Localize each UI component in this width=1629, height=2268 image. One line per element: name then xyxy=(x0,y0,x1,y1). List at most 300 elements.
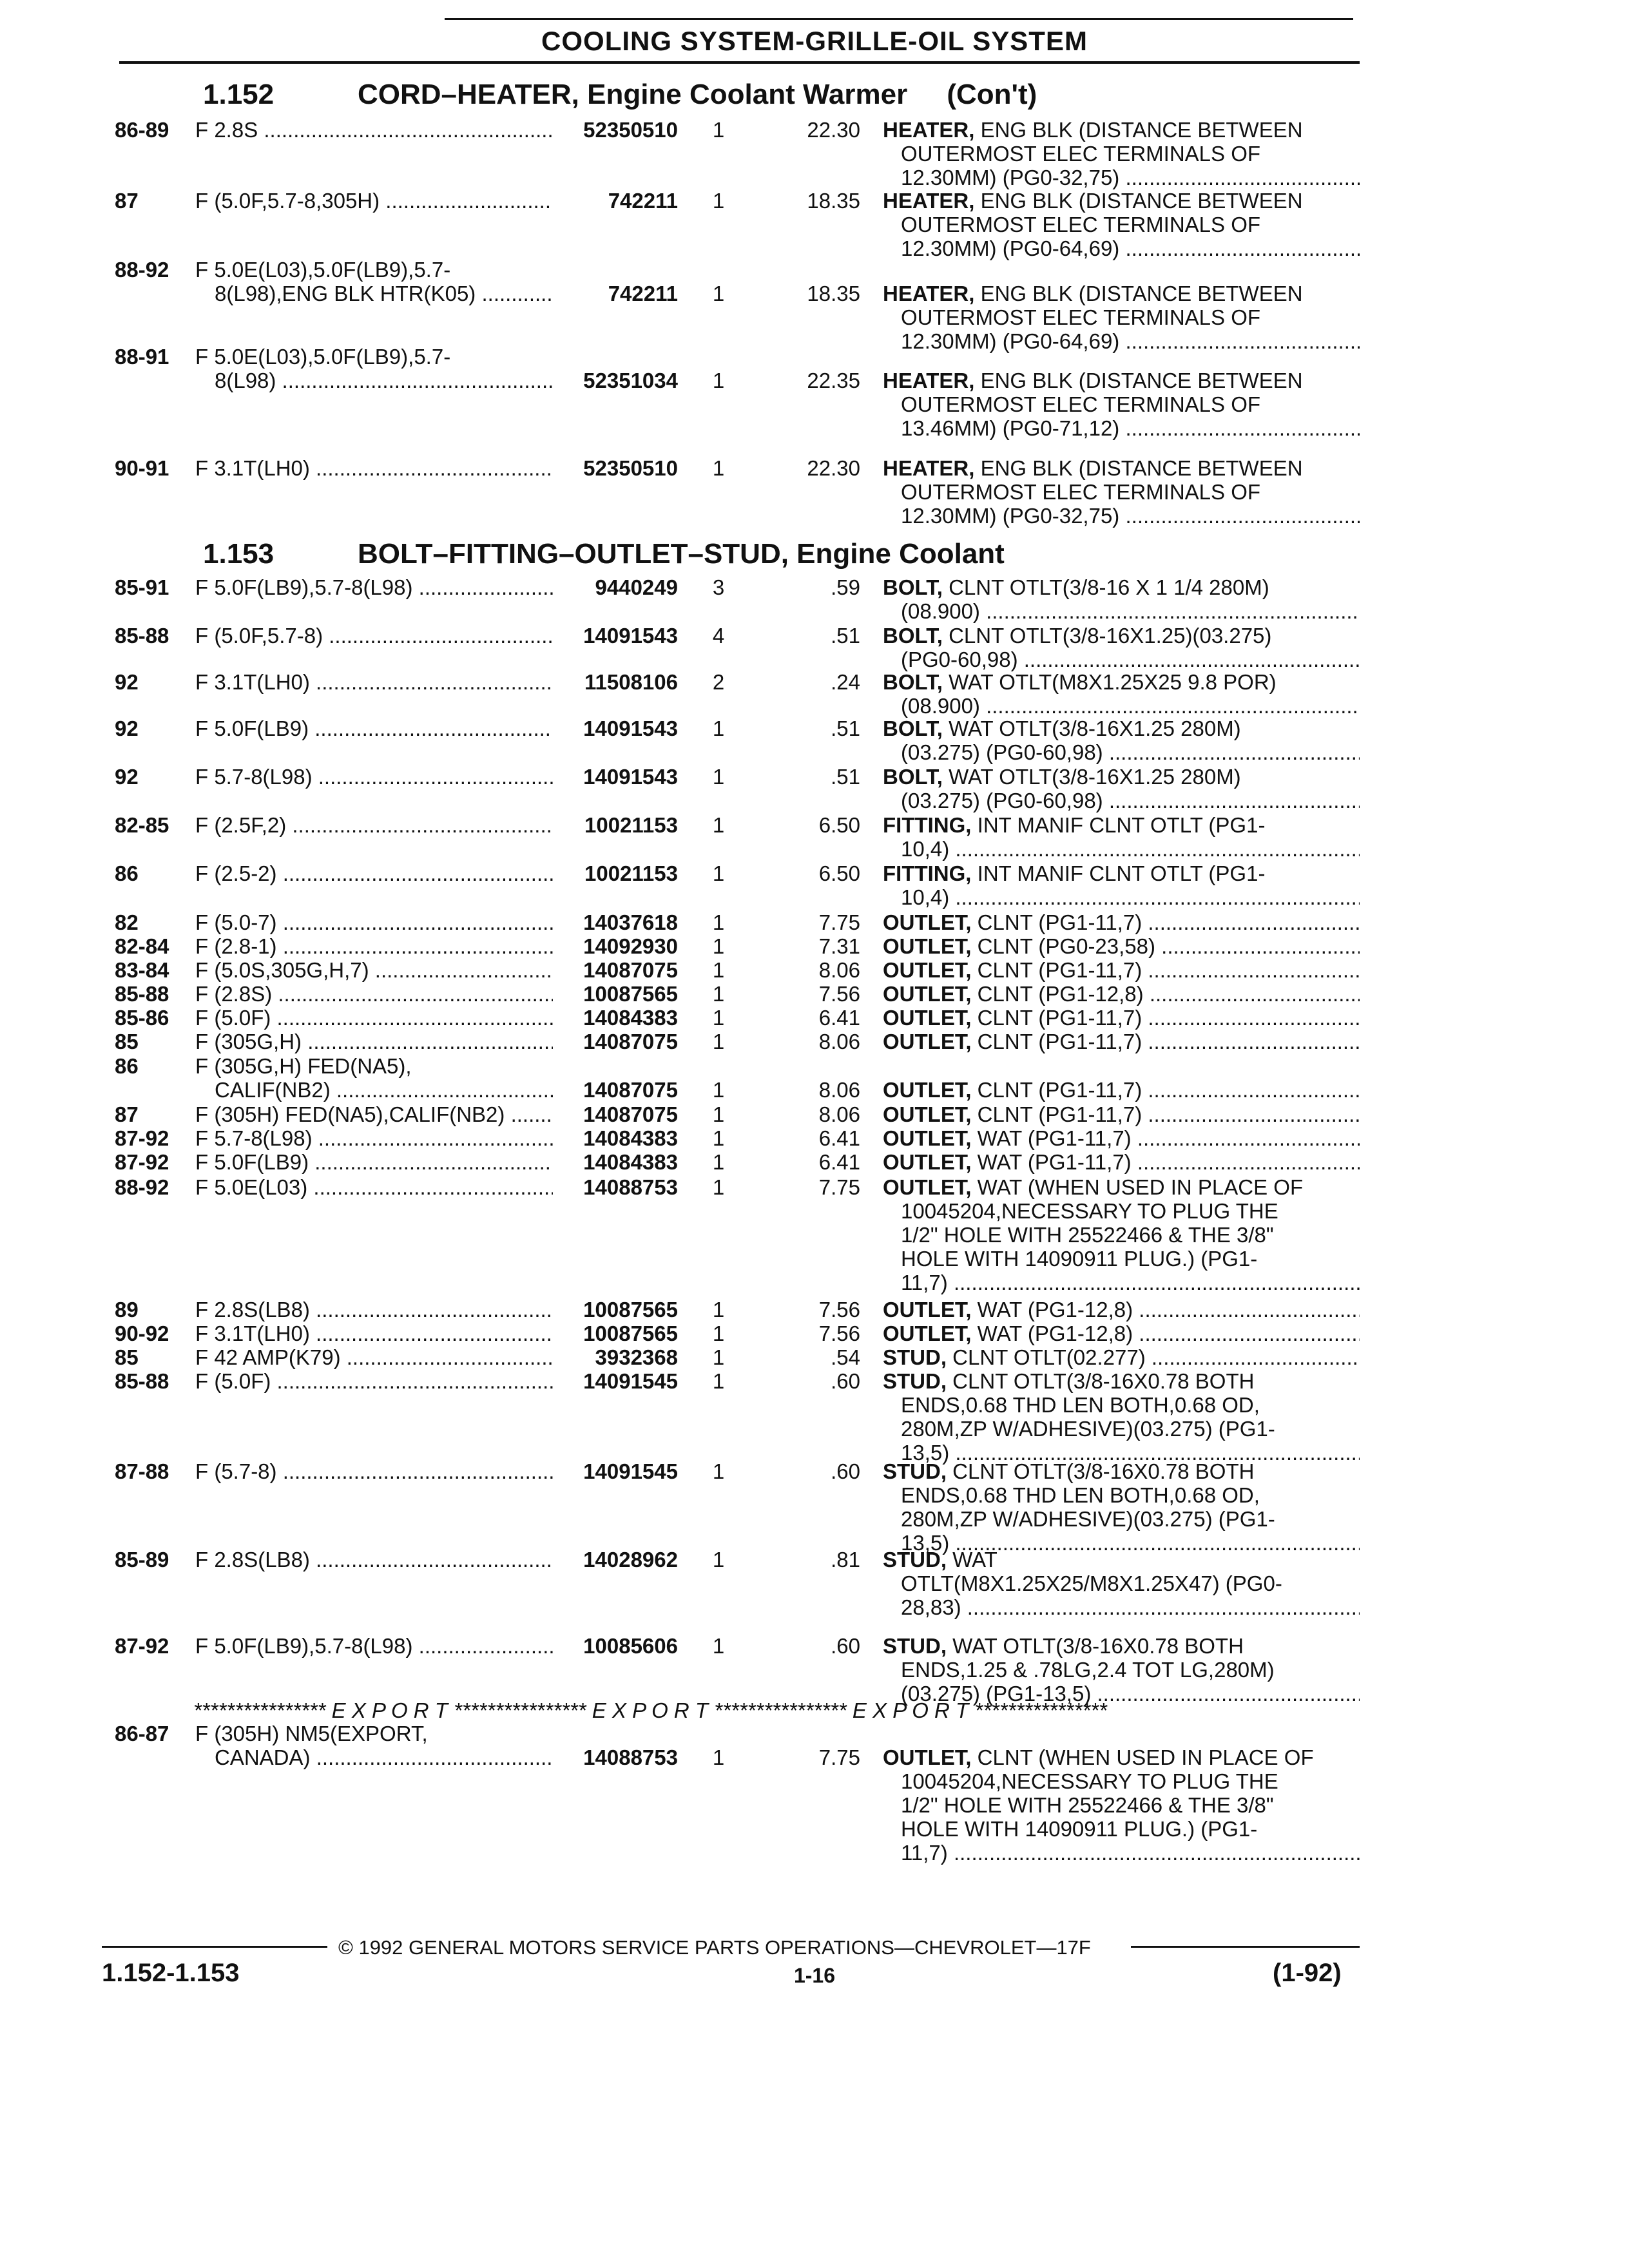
application-line: F (5.0F) ..... xyxy=(195,1006,553,1030)
description-line: (03.275) (PG1-13,5) ..... xyxy=(883,1682,1360,1706)
description-line xyxy=(883,958,1360,982)
quantity: 1 xyxy=(712,1006,725,1030)
description-line: 13,5) ..... xyxy=(883,1531,1360,1555)
description-line: OUTERMOST ELEC TERMINALS OF xyxy=(901,142,1261,166)
page-title: COOLING SYSTEM-GRILLE-OIL SYSTEM xyxy=(541,26,1088,56)
part-noun: OUTLET, xyxy=(883,934,972,958)
description-line: 280M,ZP W/ADHESIVE)(03.275) (PG1- xyxy=(901,1417,1275,1441)
description-text: WAT OTLT(3/8-16X0.78 BOTH xyxy=(952,1634,1244,1658)
quantity: 1 xyxy=(712,765,725,789)
description-text: CLNT (WHEN USED IN PLACE OF xyxy=(977,1745,1314,1769)
application xyxy=(195,258,553,305)
quantity: 1 xyxy=(712,716,725,740)
description-line xyxy=(883,369,1360,392)
application xyxy=(195,1634,553,1658)
description-text: CLNT (PG1-11,7) xyxy=(977,1078,1142,1102)
description-text: ENG BLK (DISTANCE BETWEEN xyxy=(980,369,1303,392)
description xyxy=(883,765,1360,812)
price: .54 xyxy=(831,1345,860,1369)
application xyxy=(195,1175,553,1199)
description-line xyxy=(883,282,1360,305)
description-text: CLNT OTLT(3/8-16 X 1 1/4 280M) xyxy=(949,575,1269,599)
description-line xyxy=(883,765,1360,789)
description-line xyxy=(883,670,1360,694)
description-line: 1/2" HOLE WITH 25522466 & THE 3/8" xyxy=(901,1793,1274,1817)
description-line xyxy=(883,1006,1360,1030)
application-line: F 2.8S(LB8) ..... xyxy=(195,1548,553,1571)
description-text: CLNT OTLT(02.277) xyxy=(952,1345,1146,1369)
price: .51 xyxy=(831,624,860,648)
price: 6.50 xyxy=(818,861,860,885)
application-line: 8(L98) ..... xyxy=(195,369,553,392)
application xyxy=(195,1054,553,1102)
quantity: 1 xyxy=(712,813,725,837)
footer-rule-left xyxy=(102,1946,327,1948)
part-noun: OUTLET, xyxy=(883,1175,972,1199)
model-years: 92 xyxy=(115,670,139,694)
part-number: 14091543 xyxy=(583,624,678,648)
part-noun: HEATER, xyxy=(883,282,975,305)
footer-section-range: 1.152-1.153 xyxy=(102,1959,240,1987)
application xyxy=(195,118,553,142)
description-line xyxy=(883,1126,1360,1150)
application-line: F 5.0F(LB9) ..... xyxy=(195,1150,553,1174)
description-line xyxy=(883,1078,1360,1102)
model-years: 85-86 xyxy=(115,1006,169,1030)
part-number: 52351034 xyxy=(583,369,678,392)
application-line: F (2.5-2) ..... xyxy=(195,861,553,885)
price: 22.30 xyxy=(807,118,860,142)
description-line xyxy=(883,934,1360,958)
description xyxy=(883,934,1360,958)
description xyxy=(883,1745,1360,1865)
part-number: 742211 xyxy=(608,189,678,213)
description-text: CLNT OTLT(3/8-16X0.78 BOTH xyxy=(952,1459,1255,1483)
application xyxy=(195,1548,553,1571)
quantity: 1 xyxy=(712,456,725,480)
application xyxy=(195,861,553,885)
description-line xyxy=(883,624,1360,648)
application xyxy=(195,1345,553,1369)
section-heading-1153 xyxy=(203,538,1005,570)
part-number: 14091543 xyxy=(583,716,678,740)
application-line: F (2.5F,2) ..... xyxy=(195,813,553,837)
price: 22.30 xyxy=(807,456,860,480)
application-line: F 5.7-8(L98) ..... xyxy=(195,765,553,789)
description-line xyxy=(883,813,1360,837)
part-noun: OUTLET, xyxy=(883,1102,972,1126)
part-number: 14084383 xyxy=(583,1150,678,1174)
quantity: 2 xyxy=(712,670,725,694)
model-years: 85-88 xyxy=(115,982,169,1006)
description xyxy=(883,1078,1360,1102)
application xyxy=(195,575,553,599)
application xyxy=(195,716,553,740)
description-text: ENG BLK (DISTANCE BETWEEN xyxy=(980,282,1303,305)
application-line: F (305G,H) FED(NA5), xyxy=(195,1054,412,1078)
model-years: 90-91 xyxy=(115,456,169,480)
description-line xyxy=(883,1369,1360,1393)
part-number: 14088753 xyxy=(583,1175,678,1199)
description-text: WAT (PG1-11,7) xyxy=(977,1126,1132,1150)
part-number: 14087075 xyxy=(583,1030,678,1053)
application-line: F (5.0-7) ..... xyxy=(195,910,553,934)
description-line: 10,4) ..... xyxy=(883,837,1360,861)
quantity: 1 xyxy=(712,282,725,305)
description-text: ENG BLK (DISTANCE BETWEEN xyxy=(980,118,1303,142)
description xyxy=(883,1150,1360,1174)
part-number: 14037618 xyxy=(583,910,678,934)
model-years: 86-87 xyxy=(115,1722,169,1745)
description-line xyxy=(883,1030,1360,1053)
price: 7.56 xyxy=(818,1321,860,1345)
description xyxy=(883,1345,1360,1369)
quantity: 1 xyxy=(712,1345,725,1369)
application xyxy=(195,934,553,958)
part-noun: OUTLET, xyxy=(883,1745,972,1769)
application-line: F (5.7-8) ..... xyxy=(195,1459,553,1483)
application xyxy=(195,1126,553,1150)
part-noun: OUTLET, xyxy=(883,958,972,982)
part-noun: STUD, xyxy=(883,1369,947,1393)
description-line: 12.30MM) (PG0-32,75) ..... xyxy=(883,504,1360,528)
model-years: 92 xyxy=(115,716,139,740)
part-number: 14088753 xyxy=(583,1745,678,1769)
description-text: INT MANIF CLNT OTLT (PG1- xyxy=(977,813,1266,837)
price: 7.56 xyxy=(818,982,860,1006)
description-line: ENDS,0.68 THD LEN BOTH,0.68 OD, xyxy=(901,1483,1260,1507)
part-number: 10087565 xyxy=(583,1321,678,1345)
description xyxy=(883,456,1360,528)
description-text: WAT xyxy=(952,1548,998,1571)
part-number: 14091543 xyxy=(583,765,678,789)
application-line: F 5.0F(LB9) ..... xyxy=(195,716,553,740)
part-noun: HEATER, xyxy=(883,118,975,142)
part-number: 52350510 xyxy=(583,118,678,142)
description-line: HOLE WITH 14090911 PLUG.) (PG1- xyxy=(901,1247,1258,1271)
description-text: CLNT (PG1-11,7) xyxy=(977,1102,1142,1126)
price: 6.41 xyxy=(818,1126,860,1150)
price: 8.06 xyxy=(818,1102,860,1126)
application xyxy=(195,670,553,694)
part-noun: OUTLET, xyxy=(883,1078,972,1102)
quantity: 4 xyxy=(712,624,725,648)
quantity: 1 xyxy=(712,1634,725,1658)
description xyxy=(883,716,1360,764)
application xyxy=(195,624,553,648)
quantity: 1 xyxy=(712,934,725,958)
model-years: 85 xyxy=(115,1030,139,1053)
part-noun: OUTLET, xyxy=(883,1298,972,1321)
application xyxy=(195,813,553,837)
description xyxy=(883,1102,1360,1126)
price: 7.75 xyxy=(818,1745,860,1769)
model-years: 90-92 xyxy=(115,1321,169,1345)
description-line xyxy=(883,910,1360,934)
part-noun: OUTLET, xyxy=(883,1030,972,1053)
part-noun: STUD, xyxy=(883,1459,947,1483)
part-noun: OUTLET, xyxy=(883,1006,972,1030)
part-noun: FITTING, xyxy=(883,861,972,885)
price: 7.31 xyxy=(818,934,860,958)
description-text: WAT (WHEN USED IN PLACE OF xyxy=(977,1175,1304,1199)
application xyxy=(195,189,553,213)
quantity: 1 xyxy=(712,1030,725,1053)
description xyxy=(883,189,1360,260)
description xyxy=(883,369,1360,440)
model-years: 87 xyxy=(115,1102,139,1126)
part-noun: HEATER, xyxy=(883,189,975,213)
model-years: 92 xyxy=(115,765,139,789)
description-line xyxy=(883,1345,1360,1369)
description-line xyxy=(883,716,1360,740)
section-heading-1152 xyxy=(203,79,1037,111)
price: .60 xyxy=(831,1634,860,1658)
model-years: 88-92 xyxy=(115,258,169,282)
price: 6.50 xyxy=(818,813,860,837)
price: 22.35 xyxy=(807,369,860,392)
description xyxy=(883,861,1360,909)
description xyxy=(883,910,1360,934)
description xyxy=(883,1321,1360,1345)
footer-rule-right xyxy=(1131,1946,1360,1948)
application xyxy=(195,765,553,789)
export-banner: **************** E X P O R T **************** E X P O R T **************** E X P O R T **************** xyxy=(193,1698,1107,1722)
part-noun: OUTLET, xyxy=(883,910,972,934)
price: .59 xyxy=(831,575,860,599)
section-title: BOLT–FITTING–OUTLET–STUD, Engine Coolant xyxy=(358,538,1005,570)
part-number: 10085606 xyxy=(583,1634,678,1658)
application-line: F 42 AMP(K79) ..... xyxy=(195,1345,553,1369)
part-noun: HEATER, xyxy=(883,369,975,392)
application-line: F (305H) FED(NA5),CALIF(NB2) ..... xyxy=(195,1102,553,1126)
section-number: 1.153 xyxy=(203,538,275,570)
description-line: 12.30MM) (PG0-64,69) ..... xyxy=(883,329,1360,353)
part-noun: BOLT, xyxy=(883,765,943,789)
description xyxy=(883,813,1360,861)
description xyxy=(883,1369,1360,1465)
description-line: 13,5) ..... xyxy=(883,1441,1360,1465)
description-line xyxy=(883,982,1360,1006)
description-line xyxy=(883,575,1360,599)
price: 8.06 xyxy=(818,958,860,982)
quantity: 1 xyxy=(712,982,725,1006)
quantity: 1 xyxy=(712,1548,725,1571)
description-line xyxy=(883,456,1360,480)
quantity: 1 xyxy=(712,861,725,885)
quantity: 1 xyxy=(712,1078,725,1102)
description-line: OUTERMOST ELEC TERMINALS OF xyxy=(901,392,1261,416)
quantity: 1 xyxy=(712,189,725,213)
application xyxy=(195,1006,553,1030)
part-number: 14084383 xyxy=(583,1126,678,1150)
description xyxy=(883,282,1360,353)
price: .60 xyxy=(831,1369,860,1393)
description-line: 11,7) ..... xyxy=(883,1841,1360,1865)
description-line xyxy=(883,861,1360,885)
description-line xyxy=(883,118,1360,142)
description xyxy=(883,118,1360,189)
part-number: 10021153 xyxy=(584,861,678,885)
price: 8.06 xyxy=(818,1078,860,1102)
price: 6.41 xyxy=(818,1006,860,1030)
part-number: 14087075 xyxy=(583,1078,678,1102)
description-text: CLNT OTLT(3/8-16X0.78 BOTH xyxy=(952,1369,1255,1393)
section-suffix: (Con't) xyxy=(947,79,1037,110)
description-line xyxy=(883,1459,1360,1483)
part-noun: OUTLET, xyxy=(883,1321,972,1345)
description-line xyxy=(883,1548,1360,1571)
part-number: 14084383 xyxy=(583,1006,678,1030)
model-years: 85-91 xyxy=(115,575,169,599)
application-line: F (305G,H) ..... xyxy=(195,1030,553,1053)
header-rule-bottom xyxy=(119,61,1360,64)
description-line: 11,7) ..... xyxy=(883,1271,1360,1294)
description-line: 28,83) ..... xyxy=(883,1595,1360,1619)
description xyxy=(883,982,1360,1006)
part-noun: STUD, xyxy=(883,1634,947,1658)
model-years: 87-92 xyxy=(115,1634,169,1658)
application-line: F (2.8-1) ..... xyxy=(195,934,553,958)
model-years: 87-92 xyxy=(115,1126,169,1150)
application-line: F 5.0E(L03),5.0F(LB9),5.7- xyxy=(195,258,451,282)
description-text: CLNT (PG1-11,7) xyxy=(977,1030,1142,1053)
section-title: CORD–HEATER, Engine Coolant Warmer xyxy=(358,79,908,110)
part-number: 11508106 xyxy=(584,670,678,694)
application xyxy=(195,456,553,480)
application-line: F (5.0F,5.7-8) ..... xyxy=(195,624,553,648)
description-line xyxy=(883,1321,1360,1345)
model-years: 85-88 xyxy=(115,624,169,648)
description-line: 280M,ZP W/ADHESIVE)(03.275) (PG1- xyxy=(901,1507,1275,1531)
description-text: CLNT (PG1-11,7) xyxy=(977,910,1142,934)
quantity: 1 xyxy=(712,1175,725,1199)
application-line: F 3.1T(LH0) ..... xyxy=(195,1321,553,1345)
model-years: 87-88 xyxy=(115,1459,169,1483)
application-line: F 2.8S(LB8) ..... xyxy=(195,1298,553,1321)
application xyxy=(195,958,553,982)
quantity: 1 xyxy=(712,1298,725,1321)
description xyxy=(883,1126,1360,1150)
application xyxy=(195,1102,553,1126)
quantity: 1 xyxy=(712,910,725,934)
quantity: 1 xyxy=(712,369,725,392)
description-text: WAT OTLT(3/8-16X1.25 280M) xyxy=(949,765,1241,789)
application-line: F (5.0S,305G,H,7) ..... xyxy=(195,958,553,982)
application xyxy=(195,345,553,392)
application-line: F (5.0F,5.7-8,305H) ..... xyxy=(195,189,553,213)
description-line: 12.30MM) (PG0-32,75) ..... xyxy=(883,166,1360,189)
description-line: ENDS,0.68 THD LEN BOTH,0.68 OD, xyxy=(901,1393,1260,1417)
model-years: 82 xyxy=(115,910,139,934)
description-line: OUTERMOST ELEC TERMINALS OF xyxy=(901,480,1261,504)
description-line xyxy=(883,189,1360,213)
description-text: CLNT (PG1-11,7) xyxy=(977,958,1142,982)
description xyxy=(883,670,1360,718)
description-text: CLNT (PG0-23,58) xyxy=(977,934,1155,958)
description-line xyxy=(883,1634,1360,1658)
model-years: 85 xyxy=(115,1345,139,1369)
price: .60 xyxy=(831,1459,860,1483)
header-rule-top xyxy=(445,18,1353,20)
model-years: 82-84 xyxy=(115,934,169,958)
price: .24 xyxy=(831,670,860,694)
description-line: 10045204,NECESSARY TO PLUG THE xyxy=(901,1769,1278,1793)
application xyxy=(195,1369,553,1393)
description xyxy=(883,1548,1360,1619)
section-number: 1.152 xyxy=(203,79,275,110)
description-line: (03.275) (PG0-60,98) ..... xyxy=(883,789,1360,812)
application-line: F 5.0E(L03),5.0F(LB9),5.7- xyxy=(195,345,451,369)
model-years: 83-84 xyxy=(115,958,169,982)
application-line: F (5.0F) ..... xyxy=(195,1369,553,1393)
model-years: 82-85 xyxy=(115,813,169,837)
footer-page-number: 1-16 xyxy=(793,1964,836,1987)
model-years: 85-88 xyxy=(115,1369,169,1393)
model-years: 85-89 xyxy=(115,1548,169,1571)
application-line: F 5.7-8(L98) ..... xyxy=(195,1126,553,1150)
description-line: 1/2" HOLE WITH 25522466 & THE 3/8" xyxy=(901,1223,1274,1247)
quantity: 1 xyxy=(712,118,725,142)
model-years: 86 xyxy=(115,1054,139,1078)
price: 7.75 xyxy=(818,1175,860,1199)
price: 6.41 xyxy=(818,1150,860,1174)
price: .51 xyxy=(831,716,860,740)
description xyxy=(883,1634,1360,1706)
part-number: 14087075 xyxy=(583,1102,678,1126)
price: 7.75 xyxy=(818,910,860,934)
description-line: HOLE WITH 14090911 PLUG.) (PG1- xyxy=(901,1817,1258,1841)
description-text: WAT OTLT(M8X1.25X25 9.8 POR) xyxy=(949,670,1277,694)
price: 18.35 xyxy=(807,189,860,213)
part-number: 52350510 xyxy=(583,456,678,480)
model-years: 88-91 xyxy=(115,345,169,369)
quantity: 1 xyxy=(712,958,725,982)
description xyxy=(883,624,1360,671)
application-line: F (305H) NM5(EXPORT, xyxy=(195,1722,428,1745)
description-line: 12.30MM) (PG0-64,69) ..... xyxy=(883,236,1360,260)
description-text: WAT OTLT(3/8-16X1.25 280M) xyxy=(949,716,1241,740)
part-noun: STUD, xyxy=(883,1548,947,1571)
description-text: INT MANIF CLNT OTLT (PG1- xyxy=(977,861,1266,885)
quantity: 1 xyxy=(712,1369,725,1393)
description-line: 10045204,NECESSARY TO PLUG THE xyxy=(901,1199,1278,1223)
model-years: 89 xyxy=(115,1298,139,1321)
part-noun: HEATER, xyxy=(883,456,975,480)
description xyxy=(883,1298,1360,1321)
description xyxy=(883,958,1360,982)
application-line: F 3.1T(LH0) ..... xyxy=(195,456,553,480)
part-number: 10087565 xyxy=(583,982,678,1006)
footer-copyright: © 1992 GENERAL MOTORS SERVICE PARTS OPERATIONS—CHEVROLET—17F xyxy=(338,1936,1091,1959)
description xyxy=(883,1006,1360,1030)
model-years: 86-89 xyxy=(115,118,169,142)
description-line xyxy=(883,1175,1360,1199)
quantity: 1 xyxy=(712,1321,725,1345)
description-line xyxy=(883,1745,1360,1769)
model-years: 87-92 xyxy=(115,1150,169,1174)
quantity: 1 xyxy=(712,1150,725,1174)
application xyxy=(195,910,553,934)
description xyxy=(883,1030,1360,1053)
part-number: 14091545 xyxy=(583,1369,678,1393)
description xyxy=(883,1459,1360,1555)
application-line: 8(L98),ENG BLK HTR(K05) ..... xyxy=(195,282,553,305)
part-number: 14092930 xyxy=(583,934,678,958)
part-number: 14087075 xyxy=(583,958,678,982)
application-line: F 5.0F(LB9),5.7-8(L98) ..... xyxy=(195,575,553,599)
quantity: 1 xyxy=(712,1126,725,1150)
